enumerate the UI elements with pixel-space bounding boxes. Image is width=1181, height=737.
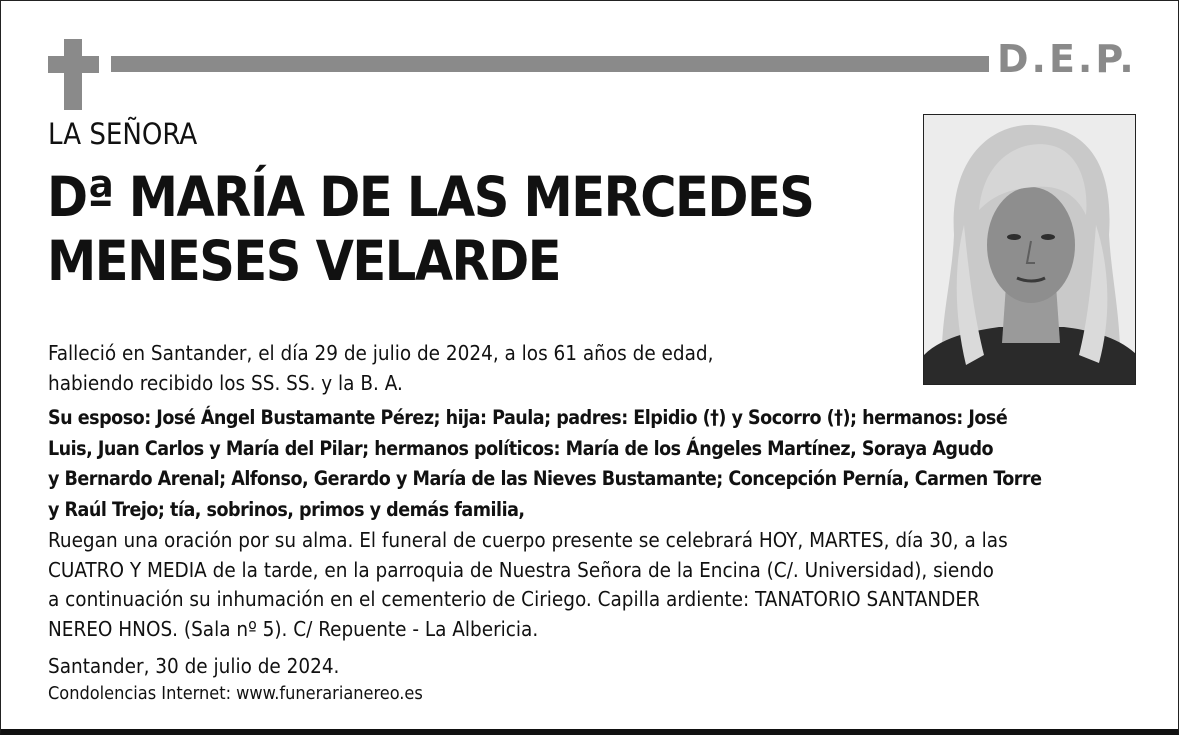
family-line: Luis, Juan Carlos y María del Pilar; hermanos políticos: María de los Ángeles Martínez, Soraya Agudo: [48, 436, 994, 460]
name-line-1: Dª MARÍA DE LAS MERCEDES: [47, 165, 814, 229]
footer-paragraph: [48, 653, 423, 707]
ceremony-line: Ruegan una oración por su alma. El funeral de cuerpo presente se celebrará HOY, MARTES, día 30, a las: [48, 528, 1008, 552]
name-line-2: MENESES VELARDE: [47, 229, 561, 293]
place-date: Santander, 30 de julio de 2024.: [48, 654, 340, 678]
deceased-name: [47, 165, 917, 293]
ceremony-line: CUATRO Y MEDIA de la tarde, en la parroquia de Nuestra Señora de la Encina (C/. Universidad), siendo: [48, 557, 994, 582]
family-line: y Raúl Trejo; tía, sobrinos, primos y demás familia,: [48, 497, 525, 521]
family-line: y Bernardo Arenal; Alfonso, Gerardo y María de las Nieves Bustamante; Concepción Pernía, Carmen Torre: [48, 467, 1042, 490]
honorific-label: LA SEÑORA: [48, 117, 198, 151]
family-paragraph: [48, 403, 1042, 525]
cross-horizontal-bar: [48, 56, 99, 73]
death-info-paragraph: [48, 339, 713, 398]
header-rule: [111, 56, 989, 72]
portrait-photo: [923, 114, 1136, 385]
death-info-line: habiendo recibido los SS. SS. y la B. A.: [48, 370, 403, 395]
ceremony-paragraph: [48, 526, 1008, 644]
ceremony-line: a continuación su inhumación en el cementerio de Ciriego. Capilla ardiente: TANATORIO SANTANDER: [48, 587, 980, 611]
death-info-line: Falleció en Santander, el día 29 de julio de 2024, a los 61 años de edad,: [48, 341, 714, 365]
family-line: Su esposo: José Ángel Bustamante Pérez; hija: Paula; padres: Elpidio (†) y Socorro (†); hermanos: José: [48, 406, 1008, 429]
ceremony-line: NEREO HNOS. (Sala nº 5). C/ Repuente - La Albericia.: [48, 616, 539, 641]
portrait-image: [924, 115, 1136, 385]
cross-vertical-bar: [64, 39, 82, 110]
dep-heading: D.E.P.: [997, 37, 1137, 81]
condolences-line: Condolencias Internet: www.funerarianereo.es: [48, 683, 423, 704]
